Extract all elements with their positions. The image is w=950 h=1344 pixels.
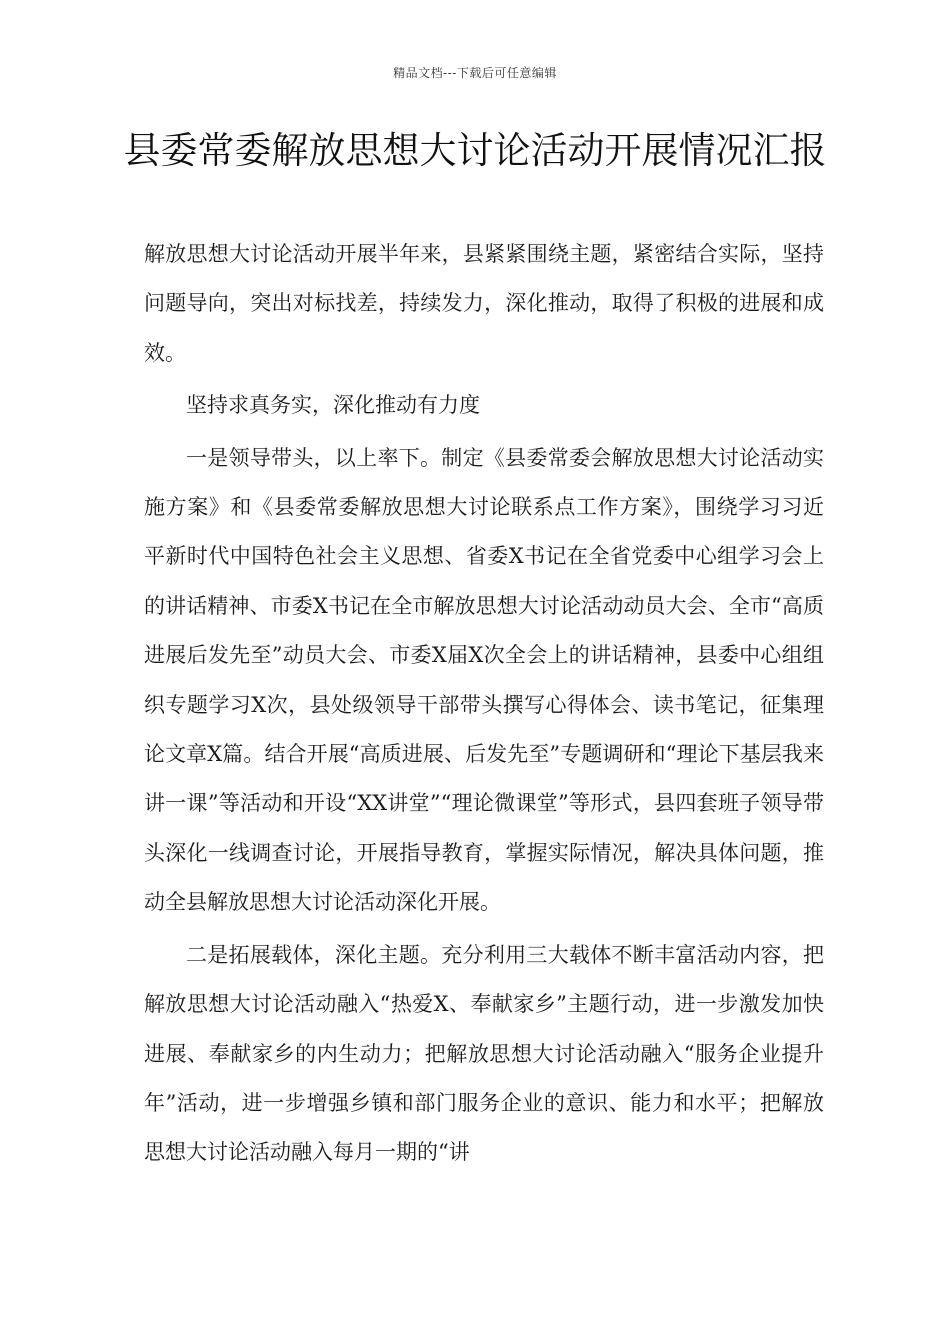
document-title: 县委常委解放思想大讨论活动开展情况汇报 — [123, 129, 827, 172]
section-heading: 坚持求真务实，深化推动有力度 — [186, 393, 480, 418]
paragraph-intro: 解放思想大讨论活动开展半年来，县紧紧围绕主题，紧密结合实际，坚持问题导向，突出对标找差，持续发力，深化推动，取得了积极的进展和成效。 — [144, 242, 824, 365]
paragraph-carriers: 二是拓展载体，深化主题。充分利用三大载体不断丰富活动内容，把解放思想大讨论活动融入“热爱X、奉献家乡”主题行动，进一步激发加快进展、奉献家乡的内生动力；把解放思想大讨论活动融入“服务企业提升年”活动，进一步增强乡镇和部门服务企业的意识、能力和水平；把解放思想大讨论活动融入每月一期的“讲 — [144, 942, 824, 1165]
document-body — [144, 230, 824, 1178]
header-note: 精品文档---下载后可任意编辑 — [393, 66, 557, 80]
paragraph-leadership: 一是领导带头，以上率下。制定《县委常委会解放思想大讨论活动实施方案》和《县委常委解放思想大讨论联系点工作方案》，围绕学习习近平新时代中国特色社会主义思想、省委X书记在全省党委中心组学习会上的讲话精神、市委X书记在全市解放思想大讨论活动动员大会、全市“高质进展后发先至”动员大会、市委X届X次全会上的讲话精神，县委中心组组织专题学习X次，县处级领导干部带头撰写心得体会、读书笔记，征集理论文章X篇。结合开展“高质进展、后发先至”专题调研和“理论下基层我来讲一课”等活动和开设“XX讲堂”“理论微课堂”等形式，县四套班子领导带头深化一线调查讨论，开展指导教育，掌握实际情况，解决具体问题，推动全县解放思想大讨论活动深化开展。 — [144, 445, 824, 915]
